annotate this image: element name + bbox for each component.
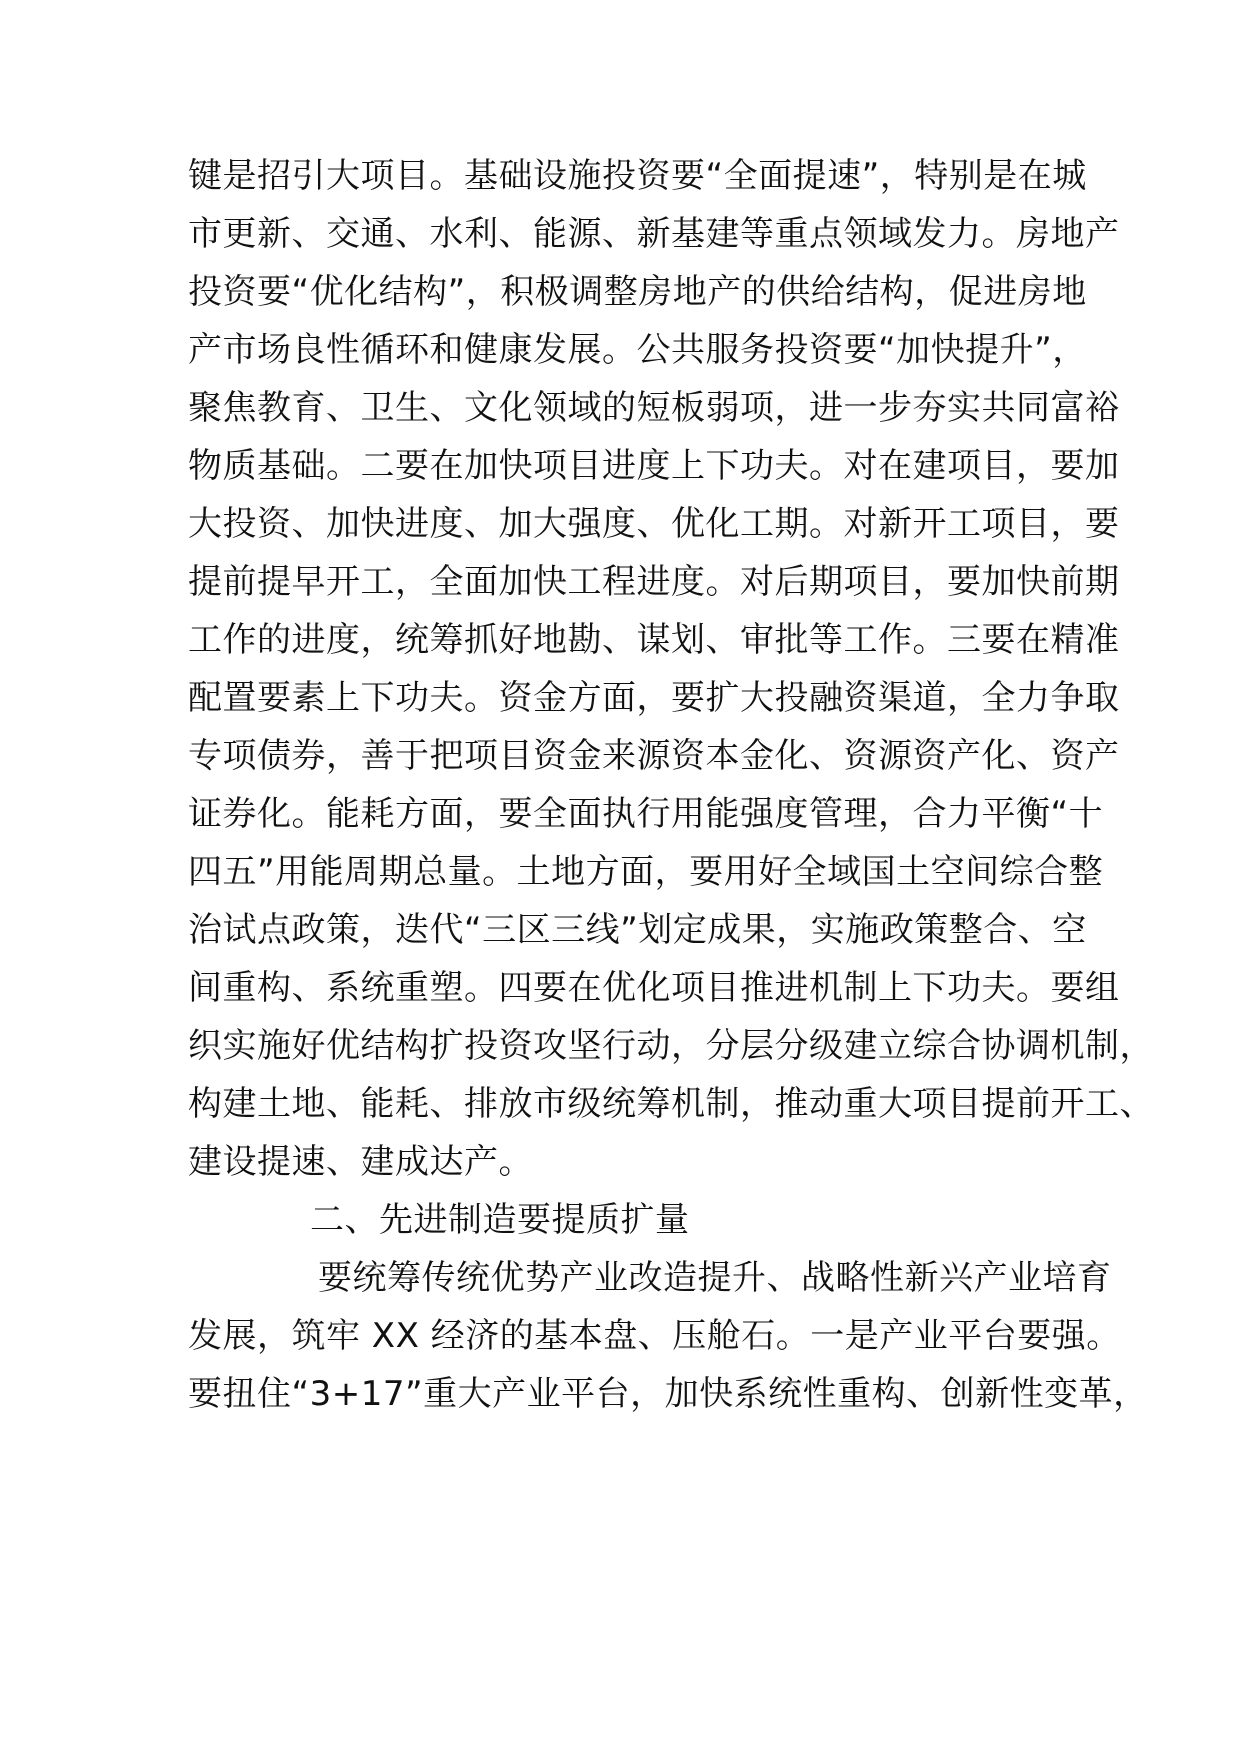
- body-line-7: 大投资、加快进度、加大强度、优化工期。对新开工项目，要: [188, 504, 1120, 544]
- body-line-4: 产市场良性循环和健康发展。公共服务投资要“加快提升”，: [188, 330, 1087, 370]
- body-line-16: 织实施好优结构扩投资攻坚行动，分层分级建立综合协调机制，: [188, 1026, 1154, 1066]
- body-line-14: 治试点政策，迭代“三区三线”划定成果，实施政策整合、空: [188, 910, 1087, 950]
- body-line-12: 证券化。能耗方面，要全面执行用能强度管理，合力平衡“十: [188, 794, 1104, 834]
- body-line-13: 四五”用能周期总量。土地方面，要用好全域国土空间综合整: [188, 852, 1104, 892]
- body-line-1: 键是招引大项目。基础设施投资要“全面提速”，特别是在城: [188, 156, 1087, 196]
- body-line-10: 配置要素上下功夫。资金方面，要扩大投融资渠道，全力争取: [188, 678, 1120, 718]
- body-line-3: 投资要“优化结构”，积极调整房地产的供给结构，促进房地: [188, 272, 1087, 312]
- section-line-3: 要扭住“3+17”重大产业平台，加快系统性重构、创新性变革，: [188, 1374, 1148, 1414]
- body-line-8: 提前提早开工，全面加快工程进度。对后期项目，要加快前期: [188, 562, 1120, 602]
- section-line-2: 发展，筑牢 XX 经济的基本盘、压舱石。一是产业平台要强。: [188, 1316, 1121, 1356]
- body-line-5: 聚焦教育、卫生、文化领域的短板弱项，进一步夯实共同富裕: [188, 388, 1120, 428]
- body-line-6: 物质基础。二要在加快项目进度上下功夫。对在建项目，要加: [188, 446, 1120, 486]
- body-line-18: 建设提速、建成达产。: [188, 1142, 533, 1182]
- body-line-11: 专项债券，善于把项目资金来源资本金化、资源资产化、资产: [188, 736, 1120, 776]
- section-heading: 二、先进制造要提质扩量: [310, 1200, 690, 1240]
- body-line-17: 构建土地、能耗、排放市级统筹机制，推动重大项目提前开工、: [188, 1084, 1154, 1124]
- body-line-9: 工作的进度，统筹抓好地勘、谋划、审批等工作。三要在精准: [188, 620, 1120, 660]
- body-line-2: 市更新、交通、水利、能源、新基建等重点领域发力。房地产: [188, 214, 1120, 254]
- section-line-1: 要统筹传统优势产业改造提升、战略性新兴产业培育: [318, 1258, 1112, 1298]
- body-line-15: 间重构、系统重塑。四要在优化项目推进机制上下功夫。要组: [188, 968, 1120, 1008]
